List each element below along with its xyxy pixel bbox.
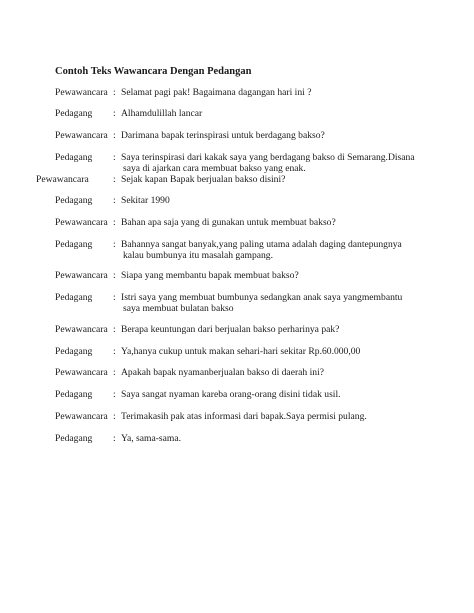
dialogue-text: Ya, sama-sama. — [121, 433, 182, 444]
dialogue-text: Sekitar 1990 — [121, 195, 170, 206]
separator: : — [113, 152, 116, 163]
speaker-label: Pewawancara — [55, 367, 108, 378]
separator: : — [113, 324, 116, 335]
dialogue-text: Bahan apa saja yang di gunakan untuk membuat bakso? — [121, 217, 336, 228]
speaker-label: Pewawancara — [36, 174, 89, 185]
speaker-label: Pedagang — [55, 108, 93, 119]
speaker-label: Pewawancara — [55, 217, 108, 228]
speaker-label: Pedagang — [55, 433, 93, 444]
separator: : — [113, 433, 116, 444]
speaker-label: Pewawancara — [55, 411, 108, 422]
separator: : — [113, 217, 116, 228]
separator: : — [113, 292, 116, 303]
dialogue-text-continuation: saya membuat bulatan bakso — [123, 303, 234, 314]
dialogue-text: Sejak kapan Bapak berjualan bakso disini? — [121, 174, 286, 185]
dialogue-text: Saya terinspirasi dari kakak saya yang berdagang bakso di Semarang.Disana — [121, 152, 415, 163]
separator: : — [113, 270, 116, 281]
speaker-label: Pewawancara — [55, 87, 108, 98]
separator: : — [113, 108, 116, 119]
speaker-label: Pedagang — [55, 346, 93, 357]
separator: : — [113, 195, 116, 206]
separator: : — [113, 130, 116, 141]
dialogue-text: Siapa yang membantu bapak membuat bakso? — [121, 270, 299, 281]
separator: : — [113, 87, 116, 98]
dialogue-text: Darimana bapak terinspirasi untuk berdagang bakso? — [121, 130, 325, 141]
separator: : — [113, 346, 116, 357]
dialogue-text: Berapa keuntungan dari berjualan bakso perharinya pak? — [121, 324, 340, 335]
separator: : — [113, 174, 116, 185]
speaker-label: Pewawancara — [55, 130, 108, 141]
speaker-label: Pedagang — [55, 152, 93, 163]
dialogue-text: Istri saya yang membuat bumbunya sedangkan anak saya yangmembantu — [121, 292, 403, 303]
dialogue-text-continuation: saya di ajarkan cara membuat bakso yang enak. — [123, 163, 306, 174]
dialogue-text: Bahannya sangat banyak,yang paling utama adalah daging dantepungnya — [121, 239, 402, 250]
dialogue-text: Selamat pagi pak! Bagaimana dagangan hari ini ? — [121, 87, 312, 98]
dialogue-text: Ya,hanya cukup untuk makan sehari-hari sekitar Rp.60.000,00 — [121, 346, 361, 357]
speaker-label: Pedagang — [55, 239, 93, 250]
dialogue-text-continuation: kalau bumbunya itu masalah gampang. — [123, 250, 273, 261]
dialogue-text: Saya sangat nyaman kareba orang-orang disini tidak usil. — [121, 389, 341, 400]
dialogue-text: Apakah bapak nyamanberjualan bakso di daerah ini? — [121, 367, 324, 378]
speaker-label: Pewawancara — [55, 270, 108, 281]
separator: : — [113, 239, 116, 250]
dialogue-text: Terimakasih pak atas informasi dari bapak.Saya permisi pulang. — [121, 411, 367, 422]
separator: : — [113, 389, 116, 400]
speaker-label: Pedagang — [55, 292, 93, 303]
document-title: Contoh Teks Wawancara Dengan Pedangan — [55, 66, 252, 77]
speaker-label: Pedagang — [55, 389, 93, 400]
dialogue-text: Alhamdulillah lancar — [121, 108, 203, 119]
speaker-label: Pewawancara — [55, 324, 108, 335]
separator: : — [113, 411, 116, 422]
speaker-label: Pedagang — [55, 195, 93, 206]
separator: : — [113, 367, 116, 378]
